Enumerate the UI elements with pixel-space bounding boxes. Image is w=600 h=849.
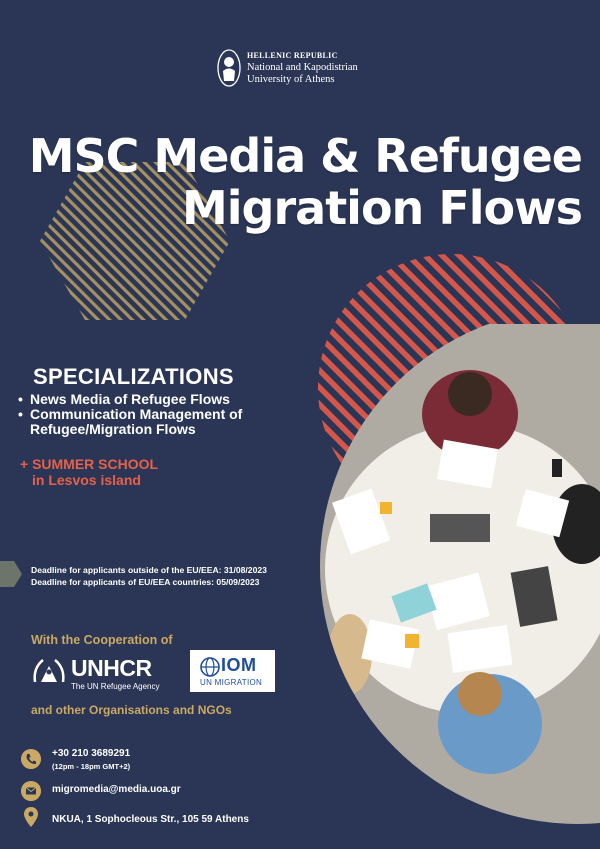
summer-school-title: + SUMMER SCHOOL xyxy=(20,456,159,472)
iom-subtitle: UN MIGRATION xyxy=(200,678,263,687)
title-line2: Migration Flows xyxy=(182,181,582,235)
phone-hours: (12pm - 18pm GMT+2) xyxy=(52,762,131,771)
university-name-line2: University of Athens xyxy=(247,74,335,85)
republic-label: HELLENIC REPUBLIC xyxy=(247,51,338,60)
unhcr-subtitle: The UN Refugee Agency xyxy=(71,682,160,691)
title-line1: MSC Media & Refugee xyxy=(28,129,582,183)
email-link[interactable]: migromedia@media.uoa.gr xyxy=(52,784,181,795)
phone-number[interactable]: +30 210 3689291 xyxy=(52,748,131,759)
address-text: NKUA, 1 Sophocleous Str., 105 59 Athens xyxy=(52,814,249,825)
iom-name: IOM xyxy=(221,655,257,675)
unhcr-name: UNHCR xyxy=(71,655,152,681)
university-seal-icon xyxy=(217,49,241,87)
iom-logo xyxy=(190,650,275,692)
specializations-list xyxy=(16,392,300,437)
envelope-icon xyxy=(21,781,41,801)
iom-globe-icon xyxy=(200,657,220,677)
cooperation-label: With the Cooperation of xyxy=(31,633,173,647)
page-title xyxy=(0,130,582,234)
phone-contact xyxy=(52,747,130,773)
unhcr-emblem-icon xyxy=(31,656,67,690)
other-organisations-label: and other Organisations and NGOs xyxy=(31,703,232,717)
location-pin-icon xyxy=(24,807,38,827)
arrow-marker-icon xyxy=(0,561,22,587)
deadlines-block xyxy=(31,564,267,588)
students-table-photo xyxy=(320,324,600,824)
specialization-item: • News Media of Refugee Flows xyxy=(16,392,300,407)
summer-school-location: in Lesvos island xyxy=(32,472,141,488)
deadline-outside-eu: Deadline for applicants outside of the EU/EEA: 31/08/2023 xyxy=(31,565,267,575)
specialization-item: • Communication Management of Refugee/Migration Flows xyxy=(16,407,300,437)
unhcr-logo xyxy=(31,654,181,696)
university-name-line1: National and Kapodistrian xyxy=(247,62,358,73)
specializations-heading: SPECIALIZATIONS xyxy=(33,364,234,389)
phone-icon xyxy=(21,749,41,769)
deadline-eu: Deadline for applicants of EU/EEA countries: 05/09/2023 xyxy=(31,577,260,587)
university-name xyxy=(247,50,358,86)
summer-school-note xyxy=(20,456,158,488)
